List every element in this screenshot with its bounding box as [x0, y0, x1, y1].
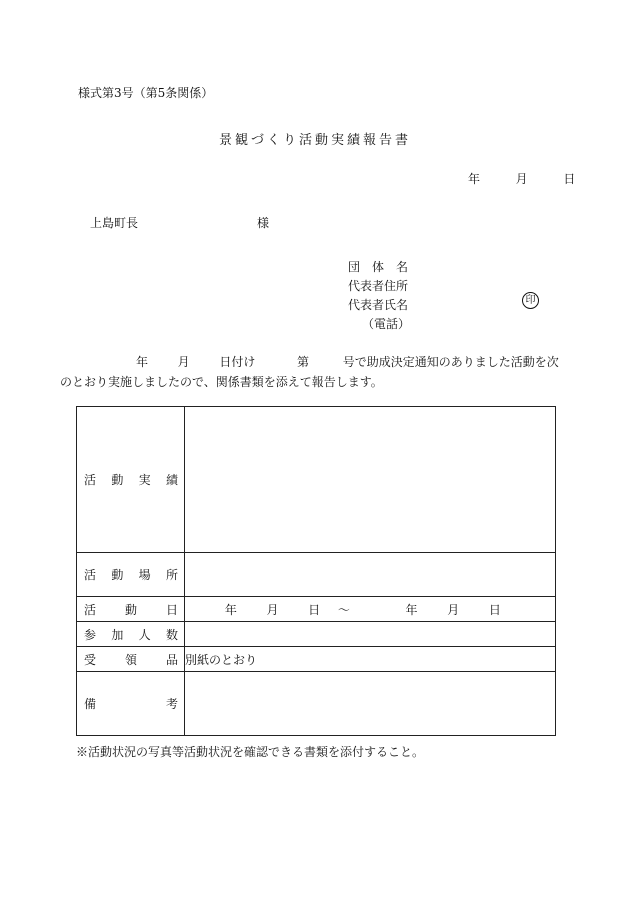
body-line2: のとおり実施しましたので、関係書類を添えて報告します。: [60, 375, 383, 389]
table-row-activity-date: [77, 597, 556, 622]
date-day: 日: [563, 172, 576, 186]
report-table: [76, 406, 556, 736]
range-day-end: 日: [488, 602, 501, 617]
addressee-honorific: 様: [257, 216, 270, 230]
table-row-received-items: [77, 647, 556, 672]
sender-block: [348, 258, 410, 334]
body-month: 月: [177, 355, 190, 369]
value-activity-results[interactable]: [185, 407, 556, 553]
document-title: 景観づくり活動実績報告書: [218, 133, 411, 148]
range-year-start: 年: [224, 602, 237, 617]
range-month-start: 月: [266, 602, 279, 617]
table-row-activity-place: [77, 553, 556, 597]
body-no-prefix: 第: [297, 355, 310, 369]
value-received-items[interactable]: 別紙のとおり: [185, 647, 556, 672]
report-body: [60, 352, 560, 392]
table-row-participants: [77, 622, 556, 647]
range-month-end: 月: [447, 602, 460, 617]
range-year-end: 年: [405, 602, 418, 617]
label-activity-results: 活 動 実 績: [77, 407, 185, 553]
value-activity-place[interactable]: [185, 553, 556, 597]
body-year: 年: [136, 355, 149, 369]
phone-label: （電話）: [362, 317, 411, 331]
body-line1-rest: 号で助成決定通知のありました活動を次: [342, 355, 559, 369]
date-month: 月: [515, 172, 528, 186]
range-day-start: 日: [308, 602, 321, 617]
label-received-items: 受 領 品: [77, 647, 185, 672]
rep-address-label: 代表者住所: [348, 279, 409, 293]
date-year: 年: [468, 172, 481, 186]
report-date: [468, 170, 575, 187]
value-activity-date[interactable]: [185, 597, 556, 622]
label-activity-place: 活 動 場 所: [77, 553, 185, 597]
addressee: [90, 214, 270, 231]
range-tilde: ～: [337, 602, 350, 617]
rep-name-label: 代表者氏名: [348, 298, 409, 312]
label-activity-date: 活 動 日: [77, 597, 185, 622]
seal-mark: 印: [522, 292, 539, 309]
value-participants[interactable]: [185, 622, 556, 647]
addressee-name: 上島町長: [90, 216, 139, 230]
label-participants: 参 加 人 数: [77, 622, 185, 647]
table-row-remarks: [77, 672, 556, 736]
table-row-activity-results: [77, 407, 556, 553]
form-number: 様式第3号（第5条関係）: [78, 86, 214, 100]
group-name-label: 団 体 名: [348, 260, 409, 274]
footnote: ※活動状況の写真等活動状況を確認できる書類を添付すること。: [76, 745, 425, 759]
label-remarks: 備 考: [77, 672, 185, 736]
body-dated: 日付け: [219, 355, 256, 369]
value-remarks[interactable]: [185, 672, 556, 736]
